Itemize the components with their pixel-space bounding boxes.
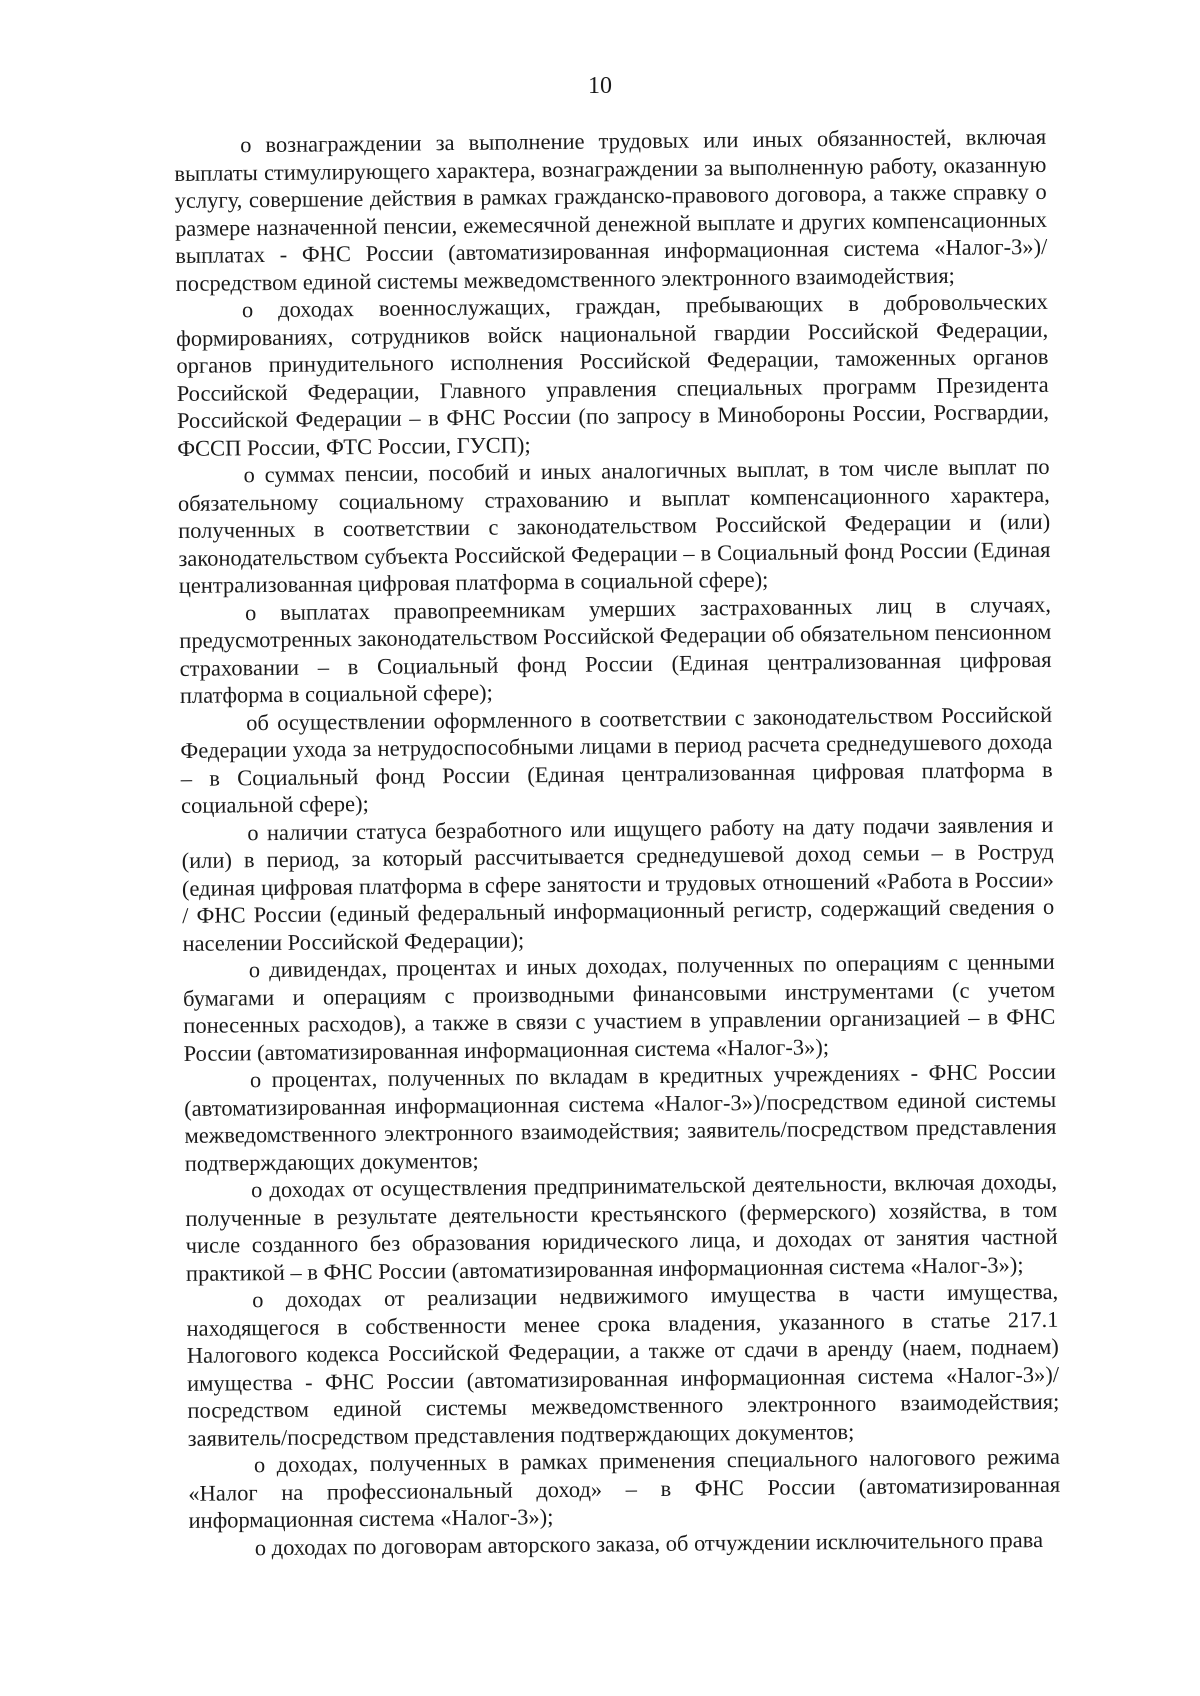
paragraph-author-contracts: о доходах по договорам авторского заказа, об отчуждении исключительного права <box>254 1526 1044 1560</box>
paragraph-care-for-disabled: об осуществлении оформленного в соответствии с законодательством Российской Федерации ухода за нетрудоспособными лицами в период расчета среднедушевого дохода – в Социальный фонд России (Единая централизованная цифровая платформа в социальной сфере); <box>180 701 1053 818</box>
paragraph-professional-income-tax: о доходах, полученных в рамках применения специального налогового режима «Налог на профессиональный доход» – в ФНС России (автоматизированная информационная система «Налог-3»); <box>188 1443 1061 1533</box>
paragraph-entrepreneurship: о доходах от осуществления предпринимательской деятельности, включая доходы, полученные в результате деятельности крестьянского (фермерского) хозяйства, в том числе созданного без образования юридического лица, и доходах от занятия частной практикой – в ФНС России (автоматизированная информационная система «Налог-3»); <box>185 1168 1058 1286</box>
paragraph-dividends-securities: о дивидендах, процентах и иных доходах, полученных по операциям с ценными бумагами и операциям с производными финансовыми инструментами (с учетом понесенных расходов), а также в связи с участием в управлении организацией – в ФНС России (автоматизированная информационная система «Налог-3»); <box>182 948 1056 1066</box>
paragraph-military-income: о доходах военнослужащих, граждан, пребывающих в добровольческих формированиях, сотрудников войск национальной гвардии Российской Федерации, органов принудительного исполнения Российской Федерации, таможенных органов Российской Федерации, Главного управления специальных программ Президента Российской Федерации – в ФНС России (по запросу в Минобороны России, Росгвардии, ФССП России, ФТС России, ГУСП); <box>176 288 1050 461</box>
page-number: 10 <box>588 73 612 99</box>
paragraph-real-estate: о доходах от реализации недвижимого имущества в части имущества, находящегося в собственности менее срока владения, указанного в статье 217.1 Налогового кодекса Российской Федерации, а также от сдачи в аренду (наем, поднаем) имущества - ФНС России (автоматизированная информационная система «Налог-3»)/посредством единой системы межведомственного электронного взаимодействия; заявитель/посредством представления подтверждающих документов; <box>186 1278 1060 1451</box>
paragraph-successor-payments: о выплатах правопреемникам умерших застрахованных лиц в случаях, предусмотренных законодательством Российской Федерации об обязательном пенсионном страховании – в Социальный фонд России (Единая централизованная цифровая платформа в социальной сфере); <box>179 591 1052 708</box>
paragraph-remuneration: о вознаграждении за выполнение трудовых или иных обязанностей, включая выплаты стимулирующего характера, вознаграждении за выполненную работу, оказанную услугу, совершение действия в рамках гражданско-правового договора, а также справку о размере назначенной пенсии, ежемесячной денежной выплате и других компенсационных выплатах - ФНС России (автоматизированная информационная система «Налог-3»)/посредством единой системы межведомственного электронного взаимодействия; <box>174 123 1048 296</box>
document-body <box>174 123 1061 1562</box>
paragraph-unemployment-status: о наличии статуса безработного или ищущего работу на дату подачи заявления и (или) в период, за который рассчитывается среднедушевой доход семьи – в Роструд (единая цифровая платформа в сфере занятости и трудовых отношений «Работа в России» / ФНС России (единый федеральный информационный регистр, содержащий сведения о населении Российской Федерации); <box>181 811 1055 956</box>
paragraph-pensions-benefits: о суммах пенсии, пособий и иных аналогичных выплат, в том числе выплат по обязательному социальному страхованию и выплат компенсационного характера, полученных в соответствии с законодательством Российской Федерации и (или) законодательством субъекта Российской Федерации – в Социальный фонд России (Единая централизованная цифровая платформа в социальной сфере); <box>177 453 1051 598</box>
paragraph-deposit-interest: о процентах, полученных по вкладам в кредитных учреждениях - ФНС России (автоматизированная информационная система «Налог-3»)/посредством единой системы межведомственного электронного взаимодействия; заявитель/посредством представления подтверждающих документов; <box>184 1058 1057 1176</box>
